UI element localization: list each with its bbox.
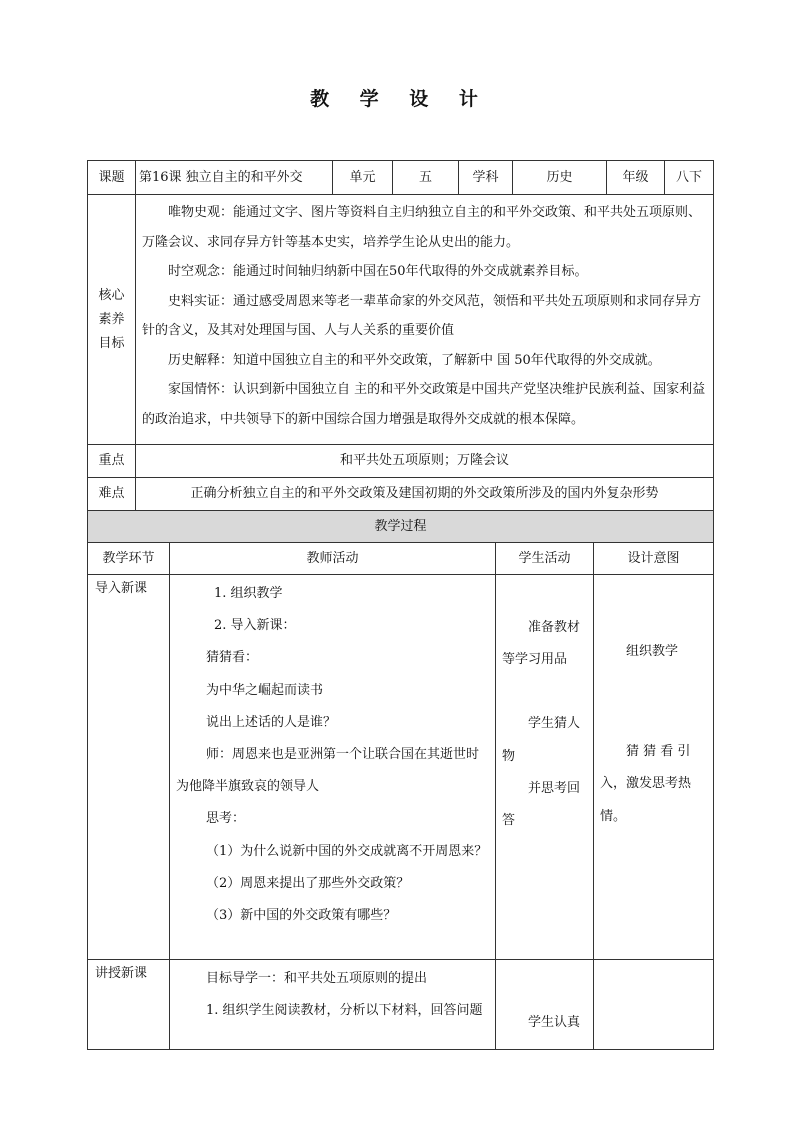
segment-lecture: 讲授新课	[88, 960, 170, 1050]
teacher-line: 说出上述话的人是谁？	[206, 714, 337, 730]
lesson-info-table	[87, 160, 714, 511]
page-title: 教 学 设 计	[310, 88, 490, 110]
unit-value: 五	[393, 161, 459, 195]
goal-interpretation: 历史解释：知道中国独立自主的和平外交政策，了解新中 国 50年代取得的外交成就。	[168, 352, 661, 368]
teacher-line: 1. 组织学生阅读教材，分析以下材料，回答问题	[206, 1003, 483, 1019]
goal-time-space: 时空观念：能通过时间轴归纳新中国在50年代取得的外交成就素养目标。	[168, 264, 588, 279]
goal-patriotism: 家国情怀：认识到新中国独立自 主的和平外交政策是中国共产党坚决维护民族利益、国家利益的政治追求，中共领导下的新中国综合国力增强是取得外交成就的根本保障。	[142, 382, 706, 427]
student-line: 准备教材等学习用品	[502, 620, 581, 668]
teacher-line: 思考：	[206, 811, 246, 827]
key-points-value: 和平共处五项原则；万隆会议	[136, 445, 714, 478]
teacher-line: 为中华之崛起而读书	[206, 682, 324, 698]
grade-value: 八下	[665, 161, 714, 195]
header-design: 设计意图	[594, 543, 714, 575]
subject-label: 学科	[459, 161, 513, 195]
goal-evidence: 史料实证：通过感受周恩来等老一辈革命家的外交风范，领悟和平共处五项原则和求同存异方针的含义，及其对处理国与国、人与人关系的重要价值	[142, 293, 702, 338]
design-intent-lecture	[594, 960, 714, 1050]
teaching-process-table	[87, 510, 714, 1050]
design-line: 猜 猜 看 引入，激发思考热情。	[600, 744, 692, 824]
student-line: 并思考回答	[502, 780, 581, 829]
core-goals-label: 核心 素养 目标	[88, 195, 136, 445]
design-line: 组织教学	[626, 644, 679, 659]
difficulties-label: 难点	[88, 478, 136, 511]
topic-label: 课题	[88, 161, 136, 195]
key-points-label: 重点	[88, 445, 136, 478]
header-segment: 教学环节	[88, 543, 170, 575]
teacher-line: 2. 导入新课：	[214, 618, 296, 634]
teacher-line: 猜猜看：	[206, 650, 259, 666]
grade-label: 年级	[607, 161, 665, 195]
teacher-activity-lecture	[170, 960, 496, 1050]
teacher-line: （1）为什么说新中国的外交成就离不开周恩来？	[206, 843, 488, 859]
process-title: 教学过程	[88, 511, 714, 543]
teacher-activity-intro	[170, 575, 496, 960]
teacher-line: 目标导学一：和平共处五项原则的提出	[206, 971, 428, 986]
teacher-line: （2）周恩来提出了那些外交政策？	[206, 875, 410, 891]
design-intent-intro	[594, 575, 714, 960]
teacher-line: 1. 组织教学	[214, 586, 283, 601]
difficulties-value: 正确分析独立自主的和平外交政策及建国初期的外交政策所涉及的国内外复杂形势	[136, 478, 714, 511]
teacher-line: 师：周恩来也是亚洲第一个让联合国在其逝世时为他降半旗致哀的领导人	[176, 747, 480, 795]
core-goals-content	[136, 195, 714, 445]
student-activity-intro	[496, 575, 594, 960]
header-teacher: 教师活动	[170, 543, 496, 575]
goal-materialism: 唯物史观：能通过文字、图片等资料自主归纳独立自主的和平外交政策、和平共处五项原则、万隆会议、求同存异方针等基本史实，培养学生论从史出的能力。	[142, 205, 702, 250]
teacher-line: （3）新中国的外交政策有哪些？	[206, 908, 397, 924]
segment-intro: 导入新课	[88, 575, 170, 960]
student-line: 学生猜人物	[502, 716, 581, 764]
topic-value: 第16课 独立自主的和平外交	[136, 161, 333, 195]
subject-value: 历史	[513, 161, 607, 195]
header-student: 学生活动	[496, 543, 594, 575]
student-line: 学生认真	[528, 1015, 581, 1030]
unit-label: 单元	[333, 161, 393, 195]
student-activity-lecture	[496, 960, 594, 1050]
